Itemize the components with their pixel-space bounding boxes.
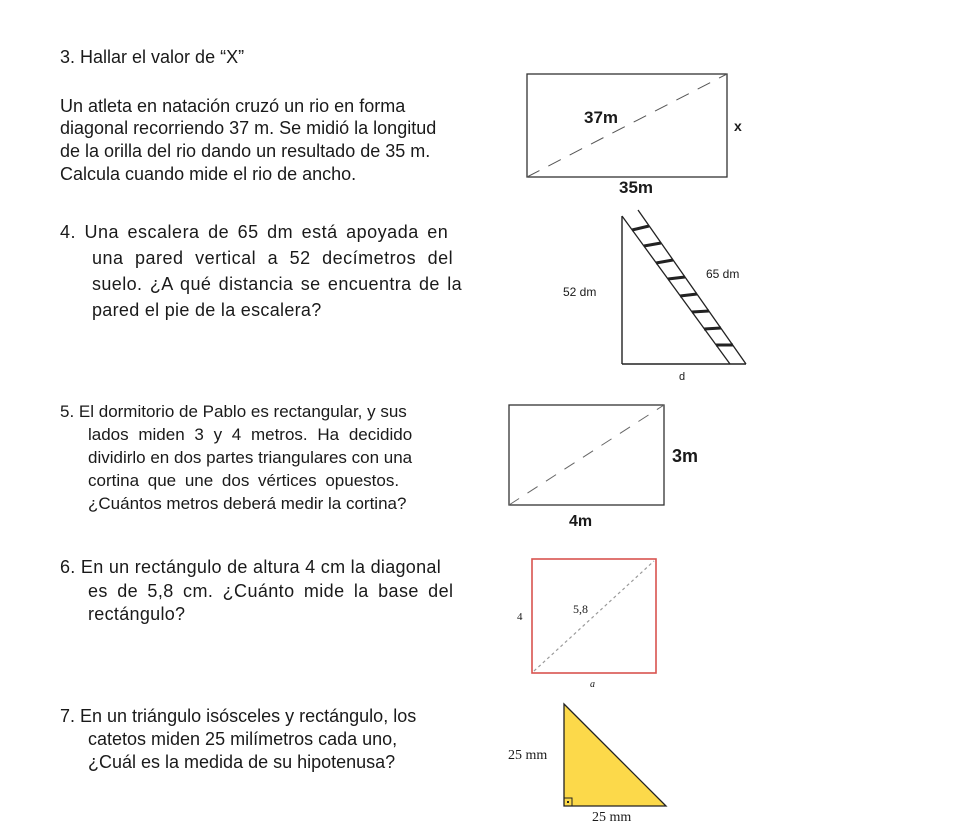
problem-5-line-5: ¿Cuántos metros deberá medir la cortina? [88,494,407,513]
problem-3-line-1: Un atleta en natación cruzó un rio en forma [60,96,406,116]
problem-4-line-1: 4. Una escalera de 65 dm está apoyada en [60,222,449,242]
problem-6-line-1: 6. En un rectángulo de altura 4 cm la diagonal [60,557,442,577]
problem-3-heading: 3. Hallar el valor de “X” [60,47,245,67]
problem-5-line-2: lados miden 3 y 4 metros. Ha decidido [88,425,413,444]
problem-5-line-4: cortina que une dos vértices opuestos. [88,471,400,490]
river-diagonal-label: 37m [584,108,619,127]
ladder-ground-label: d [679,371,686,383]
problem-5-line-1: 5. El dormitorio de Pablo es rectangular, y sus [60,402,407,421]
red-rectangle-base-label: a [590,679,595,690]
red-rectangle-height-label: 4 [517,611,523,623]
bedroom-base-label: 4m [569,513,593,530]
ladder-wall-label: 52 dm [563,285,597,299]
problem-6-line-3: rectángulo? [88,604,186,624]
problem-6-line-2: es de 5,8 cm. ¿Cuánto mide la base del [88,581,454,601]
river-diagonal [527,74,727,177]
problem-7-line-3: ¿Cuál es la medida de su hipotenusa? [88,752,396,772]
red-rectangle-diagonal [534,561,654,671]
red-rectangle-figure [530,557,660,677]
ladder-rail-left [622,216,730,364]
isosceles-triangle-figure [560,700,670,810]
river-base-label: 35m [619,178,654,197]
triangle-leg-label: 25 mm [508,748,548,763]
problem-7-line-1: 7. En un triángulo isósceles y rectángulo, los [60,706,417,726]
triangle-base-label: 25 mm [592,810,632,825]
ladder-rail-right [638,210,746,364]
problem-5-line-3: dividirlo en dos partes triangulares con una [88,448,413,467]
problem-7-line-2: catetos miden 25 milímetros cada uno, [88,729,398,749]
isosceles-triangle [564,704,666,806]
ladder-rungs [632,226,733,345]
problem-4-line-4: pared el pie de la escalera? [92,300,322,320]
problem-4-line-2: una pared vertical a 52 decímetros del [92,248,454,268]
problem-3-line-2: diagonal recorriendo 37 m. Se midió la longitud [60,118,437,138]
problem-3-line-3: de la orilla del rio dando un resultado de 35 m. [60,141,431,161]
right-angle-dot [567,801,569,803]
river-side-label: x [734,118,742,134]
red-rectangle-diagonal-label: 5,8 [573,602,588,616]
ladder-figure [612,206,752,368]
bedroom-side-label: 3m [672,446,699,466]
problem-4-line-3: suelo. ¿A qué distancia se encuentra de la [92,274,463,294]
problem-3-line-4: Calcula cuando mide el rio de ancho. [60,164,357,184]
ladder-length-label: 65 dm [706,267,740,281]
bedroom-rectangle-figure [507,403,669,509]
curtain-diagonal [509,405,664,505]
